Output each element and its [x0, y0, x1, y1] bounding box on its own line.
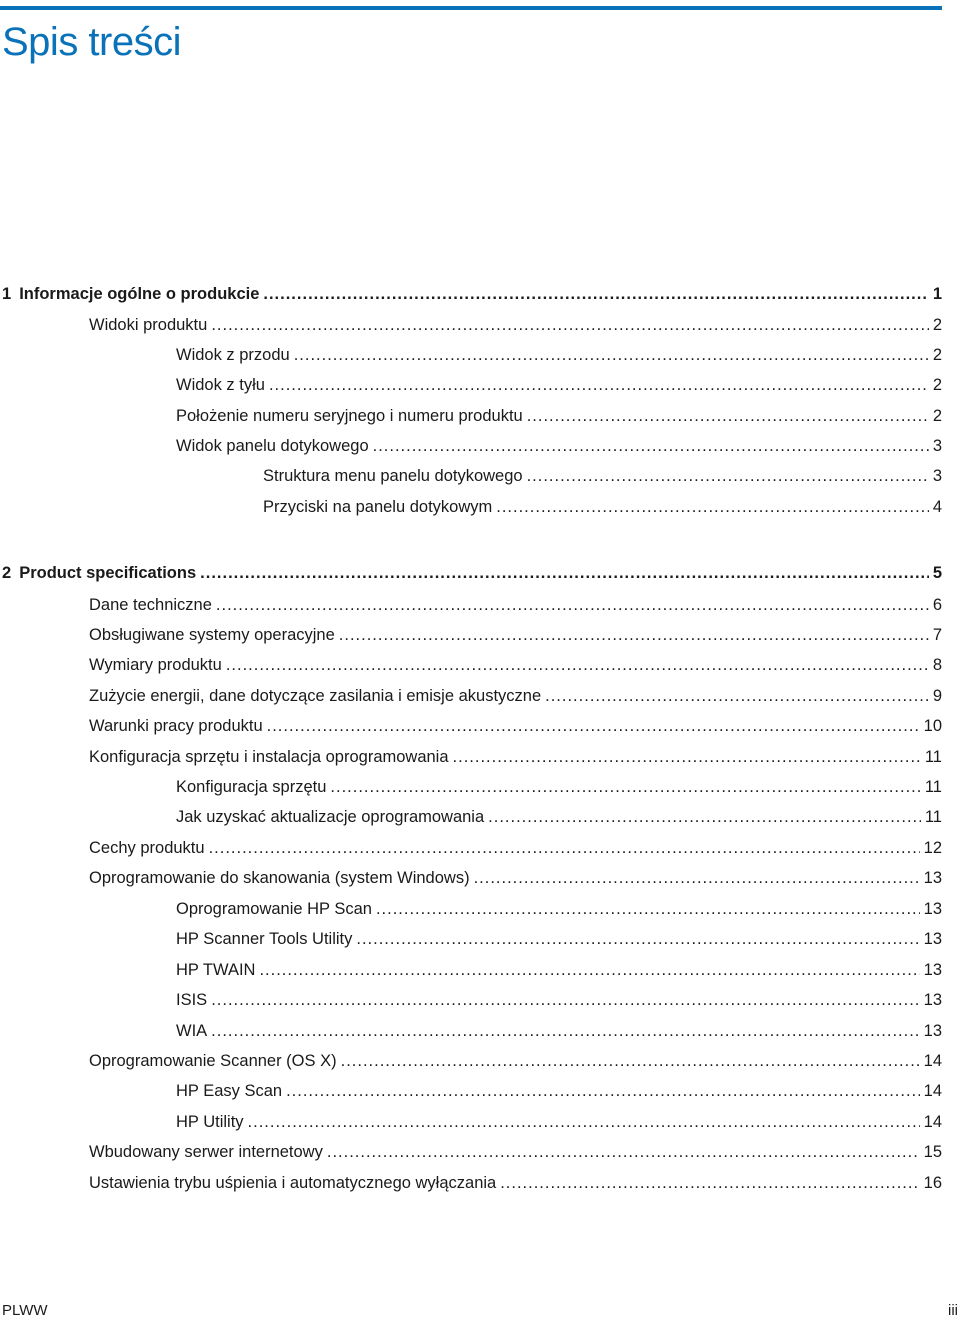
dot-leader [356, 927, 919, 951]
dot-leader [248, 1110, 920, 1134]
chapter-number: 2 [2, 564, 12, 582]
toc-page-number: 16 [923, 1174, 942, 1192]
toc-entry-title: Jak uzyskać aktualizacje oprogramowania [176, 808, 485, 826]
toc-entry[interactable] [89, 653, 942, 677]
toc-page-number: 3 [932, 467, 942, 485]
toc-entry[interactable] [89, 1049, 942, 1073]
toc-entry-title: HP TWAIN [176, 961, 256, 979]
page-number: iii [948, 1302, 958, 1319]
dot-leader [209, 836, 920, 860]
dot-leader [226, 653, 929, 677]
toc-entry-title: Wymiary produktu [89, 656, 222, 674]
toc-entry-title: Konfiguracja sprzętu [176, 778, 327, 796]
toc-entry-title: Product specifications [19, 564, 197, 582]
toc-entry-title: Oprogramowanie Scanner (OS X) [89, 1052, 337, 1070]
toc-entry[interactable] [176, 1019, 942, 1043]
toc-entry-title: HP Utility [176, 1113, 244, 1131]
toc-entry-title: Ustawienia trybu uśpienia i automatycznego wyłączania [89, 1174, 497, 1192]
toc-entry[interactable] [176, 404, 942, 428]
toc-page-number: 2 [932, 316, 942, 334]
dot-leader [376, 897, 920, 921]
dot-leader [474, 866, 920, 890]
chapter-number: 1 [2, 285, 12, 303]
toc-page-number: 7 [932, 626, 942, 644]
toc-entry[interactable] [89, 836, 942, 860]
toc-page-number: 10 [923, 717, 942, 735]
toc-page-number: 13 [923, 991, 942, 1009]
toc-page-number: 15 [923, 1143, 942, 1161]
toc-entry[interactable] [89, 866, 942, 890]
dot-leader [286, 1079, 920, 1103]
toc-page-number: 14 [923, 1082, 942, 1100]
toc-entry[interactable] [176, 775, 942, 799]
toc-page-number: 13 [923, 930, 942, 948]
top-rule [0, 6, 942, 10]
dot-leader [373, 434, 929, 458]
toc-page-number: 13 [923, 961, 942, 979]
toc-page-number: 9 [932, 687, 942, 705]
toc-entry-title: ISIS [176, 991, 208, 1009]
toc-page-number: 2 [932, 407, 942, 425]
dot-leader [545, 684, 929, 708]
toc-page-number: 2 [932, 376, 942, 394]
dot-leader [211, 313, 929, 337]
toc-entry-title: HP Scanner Tools Utility [176, 930, 353, 948]
toc-page-number: 8 [932, 656, 942, 674]
toc-entry-title: Wbudowany serwer internetowy [89, 1143, 323, 1161]
dot-leader [294, 343, 929, 367]
toc-page-number: 5 [932, 564, 942, 582]
toc-entry-title: Widoki produktu [89, 316, 208, 334]
dot-leader [267, 714, 920, 738]
page-title: Spis treści [2, 20, 181, 64]
toc-page-number: 12 [923, 839, 942, 857]
dot-leader [453, 745, 921, 769]
footer-label: PLWW [2, 1302, 48, 1319]
dot-leader [269, 373, 929, 397]
dot-leader [330, 775, 920, 799]
toc-entry-title: Widok z przodu [176, 346, 290, 364]
toc-entry-title: Cechy produktu [89, 839, 205, 857]
toc-entry[interactable] [176, 927, 942, 951]
dot-leader [527, 404, 929, 428]
toc-chapter-entry[interactable] [2, 561, 942, 585]
toc-entry[interactable] [176, 1110, 942, 1134]
dot-leader [211, 988, 919, 1012]
toc-entry[interactable] [89, 623, 942, 647]
toc-entry[interactable] [176, 343, 942, 367]
toc-page-number: 6 [932, 596, 942, 614]
toc-page-number: 11 [924, 808, 942, 826]
toc-entry-title: HP Easy Scan [176, 1082, 283, 1100]
toc-entry-title: Przyciski na panelu dotykowym [263, 498, 493, 516]
toc-entry[interactable] [263, 464, 942, 488]
dot-leader [259, 958, 919, 982]
toc-entry-title: Dane techniczne [89, 596, 212, 614]
toc-entry[interactable] [89, 1171, 942, 1195]
toc-entry-title: Obsługiwane systemy operacyjne [89, 626, 335, 644]
toc-entry-title: Oprogramowanie do skanowania (system Windows) [89, 869, 470, 887]
dot-leader [527, 464, 929, 488]
dot-leader [327, 1140, 920, 1164]
toc-entry[interactable] [176, 1079, 942, 1103]
dot-leader [500, 1171, 919, 1195]
toc-page-number: 11 [924, 748, 942, 766]
toc-entry[interactable] [89, 593, 942, 617]
toc-entry[interactable] [89, 1140, 942, 1164]
toc-page-number: 1 [932, 285, 942, 303]
toc-page-number: 13 [923, 869, 942, 887]
toc-entry[interactable] [176, 434, 942, 458]
toc-page-number: 2 [932, 346, 942, 364]
toc-entry[interactable] [176, 897, 942, 921]
dot-leader [496, 495, 929, 519]
dot-leader [339, 623, 929, 647]
dot-leader [341, 1049, 920, 1073]
toc-entry-title: WIA [176, 1022, 208, 1040]
toc-entry-title: Zużycie energii, dane dotyczące zasilania i emisje akustyczne [89, 687, 542, 705]
toc-page-number: 3 [932, 437, 942, 455]
toc-entry-title: Warunki pracy produktu [89, 717, 263, 735]
toc-entry[interactable] [176, 988, 942, 1012]
toc-chapter-entry[interactable] [2, 282, 942, 306]
toc-entry-title: Konfiguracja sprzętu i instalacja oprogramowania [89, 748, 449, 766]
toc-page-number: 13 [923, 900, 942, 918]
dot-leader [263, 282, 928, 306]
toc-entry[interactable] [89, 714, 942, 738]
dot-leader [200, 561, 929, 585]
toc-entry[interactable] [89, 745, 942, 769]
toc-page-number: 11 [924, 778, 942, 796]
toc-page-number: 14 [923, 1052, 942, 1070]
toc-entry-title: Widok panelu dotykowego [176, 437, 369, 455]
toc-entry[interactable] [176, 958, 942, 982]
toc-page-number: 13 [923, 1022, 942, 1040]
toc-entry-title: Struktura menu panelu dotykowego [263, 467, 523, 485]
toc-entry-title: Położenie numeru seryjnego i numeru produktu [176, 407, 523, 425]
dot-leader [211, 1019, 919, 1043]
toc-entry[interactable] [263, 495, 942, 519]
toc-entry-title: Widok z tyłu [176, 376, 265, 394]
toc-page-number: 14 [923, 1113, 942, 1131]
toc-entry-title: Oprogramowanie HP Scan [176, 900, 372, 918]
toc-page-number: 4 [932, 498, 942, 516]
dot-leader [488, 805, 921, 829]
toc-entry[interactable] [89, 684, 942, 708]
toc-entry-title: Informacje ogólne o produkcie [19, 285, 260, 303]
toc-entry[interactable] [176, 373, 942, 397]
toc-entry[interactable] [89, 313, 942, 337]
dot-leader [216, 593, 929, 617]
toc-entry[interactable] [176, 805, 942, 829]
